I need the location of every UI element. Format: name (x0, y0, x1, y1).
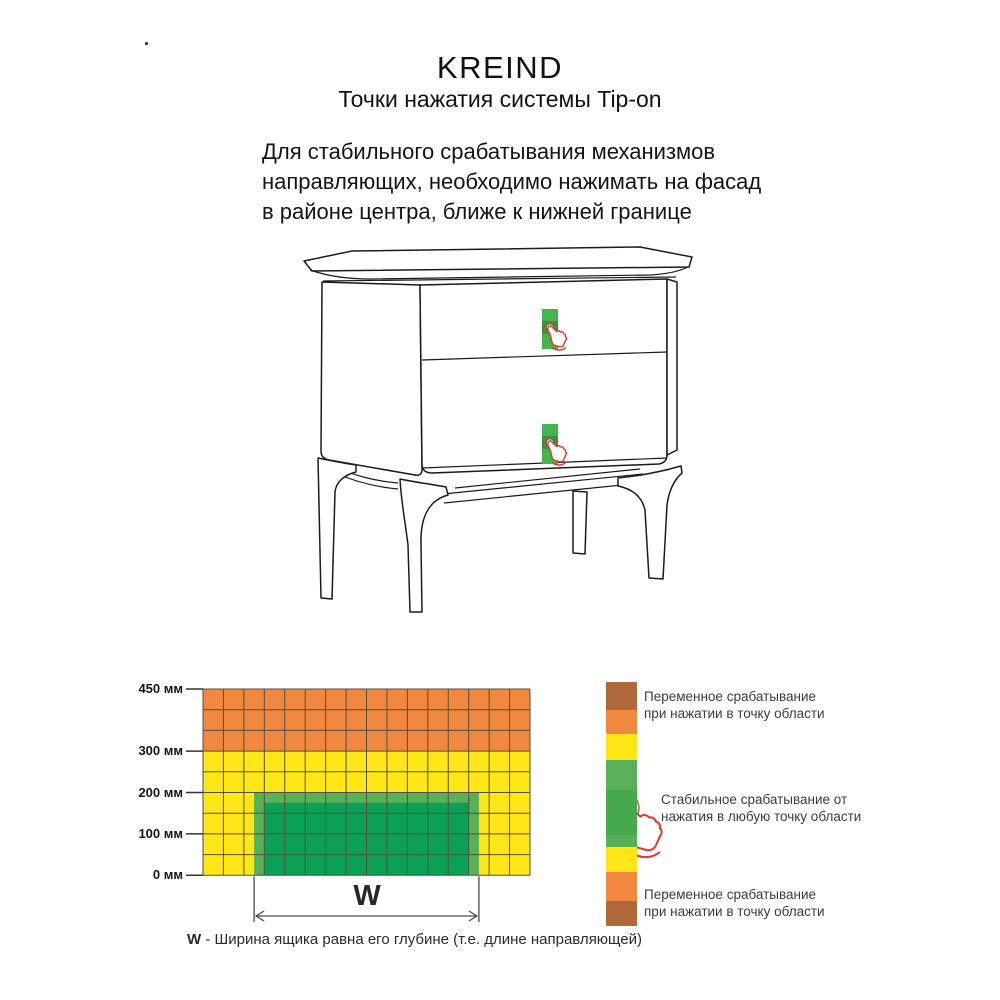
legend-bar-segment (606, 710, 637, 734)
legend-bar-segment (606, 682, 637, 710)
furniture-drawing (304, 247, 692, 612)
front-right-leg (618, 466, 682, 579)
legend-bar-segment (606, 901, 637, 926)
page-subtitle: Точки нажатия системы Tip-on (338, 86, 662, 112)
w-footnote-text: - Ширина ящика равна его глубине (т.е. длине направляющей) (201, 931, 642, 948)
side-panel (321, 282, 422, 475)
intro-line: в районе центра, ближе к нижней границе (262, 199, 692, 224)
w-footnote (187, 931, 642, 948)
legend-bar-segment (606, 760, 637, 790)
legend-item-stable: Стабильное срабатывание от нажатия в любую точку области (661, 792, 862, 824)
legs (318, 458, 682, 612)
intro-line: Для стабильного срабатывания механизмов (262, 139, 716, 164)
legend-bar-segment (606, 790, 637, 835)
front-left-leg (400, 479, 448, 612)
legend-bar-segment (606, 835, 637, 847)
y-tick-label: 300 мм (138, 743, 183, 759)
legend-bar-segment (606, 847, 637, 872)
page-title: KREIND (436, 50, 564, 85)
y-tick-label: 200 мм (138, 784, 183, 800)
cabinet-body (321, 279, 677, 475)
legend-color-bar (606, 682, 637, 926)
w-footnote-symbol: W (187, 931, 202, 948)
cabinet-top (304, 247, 692, 281)
w-dimension-label: W (353, 880, 381, 912)
y-tick-label: 100 мм (138, 825, 183, 841)
back-right-leg (573, 491, 587, 554)
y-tick-label: 0 мм (152, 867, 183, 883)
intro-line: направляющих, необходимо нажимать на фасад (262, 169, 762, 194)
legend-item-variable-top: Переменное срабатывание при нажатии в точку области (644, 689, 825, 721)
legend-bar-segment (606, 872, 637, 901)
y-axis-tick-lines (186, 689, 203, 875)
y-tick-label: 450 мм (138, 681, 183, 696)
legend-bar-segment (606, 734, 637, 760)
legend-item-variable-bottom: Переменное срабатывание при нажатии в точку области (644, 887, 825, 919)
right-edge (667, 279, 677, 455)
